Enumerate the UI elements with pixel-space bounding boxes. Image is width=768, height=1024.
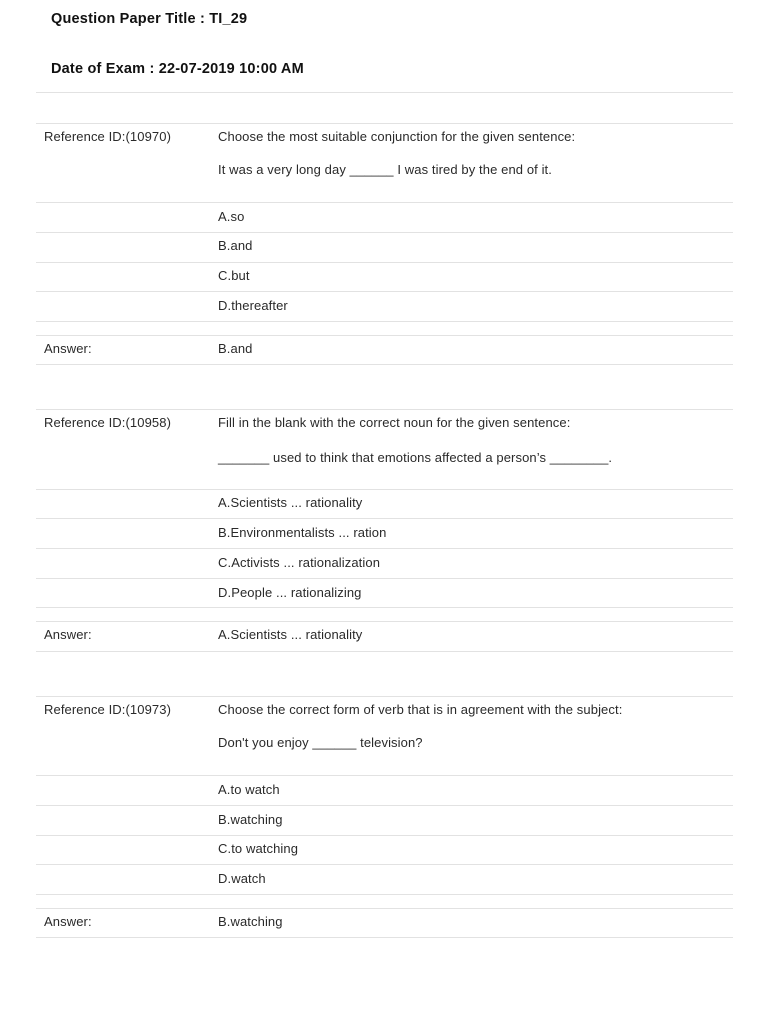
answer-label: Answer:	[44, 914, 92, 929]
divider	[36, 864, 733, 865]
answer-label: Answer:	[44, 341, 92, 356]
divider	[36, 805, 733, 806]
option-c: C.Activists ... rationalization	[218, 555, 381, 570]
divider	[36, 696, 733, 697]
question-prompt: Fill in the blank with the correct noun for the given sentence:	[218, 415, 571, 430]
option-c: C.but	[218, 268, 250, 283]
divider	[36, 651, 733, 652]
option-b: B.Environmentalists ... ration	[218, 525, 387, 540]
divider	[36, 409, 733, 410]
exam-date: Date of Exam : 22-07-2019 10:00 AM	[51, 61, 304, 77]
divider	[36, 364, 733, 365]
divider	[36, 335, 733, 336]
reference-id: Reference ID:(10958)	[44, 415, 172, 430]
reference-id: Reference ID:(10970)	[44, 129, 172, 144]
answer-value: B.watching	[218, 914, 283, 929]
option-d: D.People ... rationalizing	[218, 585, 362, 600]
divider	[36, 202, 733, 203]
question-sentence: Don't you enjoy ______ television?	[218, 735, 423, 750]
divider	[36, 321, 733, 322]
divider	[36, 232, 733, 233]
option-a: A.so	[218, 209, 245, 224]
divider	[36, 775, 733, 776]
divider	[36, 262, 733, 263]
answer-value: A.Scientists ... rationality	[218, 627, 363, 642]
option-d: D.watch	[218, 871, 266, 886]
divider	[36, 548, 733, 549]
divider	[36, 518, 733, 519]
question-prompt: Choose the correct form of verb that is in agreement with the subject:	[218, 702, 623, 717]
option-b: B.and	[218, 238, 253, 253]
reference-id: Reference ID:(10973)	[44, 702, 172, 717]
answer-label: Answer:	[44, 627, 92, 642]
divider	[36, 621, 733, 622]
divider	[36, 578, 733, 579]
paper-title: Question Paper Title : TI_29	[51, 11, 248, 27]
divider	[36, 123, 733, 124]
question-sentence: It was a very long day ______ I was tired by the end of it.	[218, 162, 552, 177]
answer-value: B.and	[218, 341, 253, 356]
divider	[36, 937, 733, 938]
divider	[36, 92, 733, 93]
question-sentence: _______ used to think that emotions affected a person’s ________.	[218, 450, 613, 465]
question-prompt: Choose the most suitable conjunction for the given sentence:	[218, 129, 576, 144]
divider	[36, 489, 733, 490]
option-b: B.watching	[218, 812, 283, 827]
divider	[36, 894, 733, 895]
option-a: A.Scientists ... rationality	[218, 495, 363, 510]
divider	[36, 607, 733, 608]
divider	[36, 835, 733, 836]
option-d: D.thereafter	[218, 298, 288, 313]
divider	[36, 291, 733, 292]
divider	[36, 908, 733, 909]
option-c: C.to watching	[218, 841, 299, 856]
option-a: A.to watch	[218, 782, 280, 797]
